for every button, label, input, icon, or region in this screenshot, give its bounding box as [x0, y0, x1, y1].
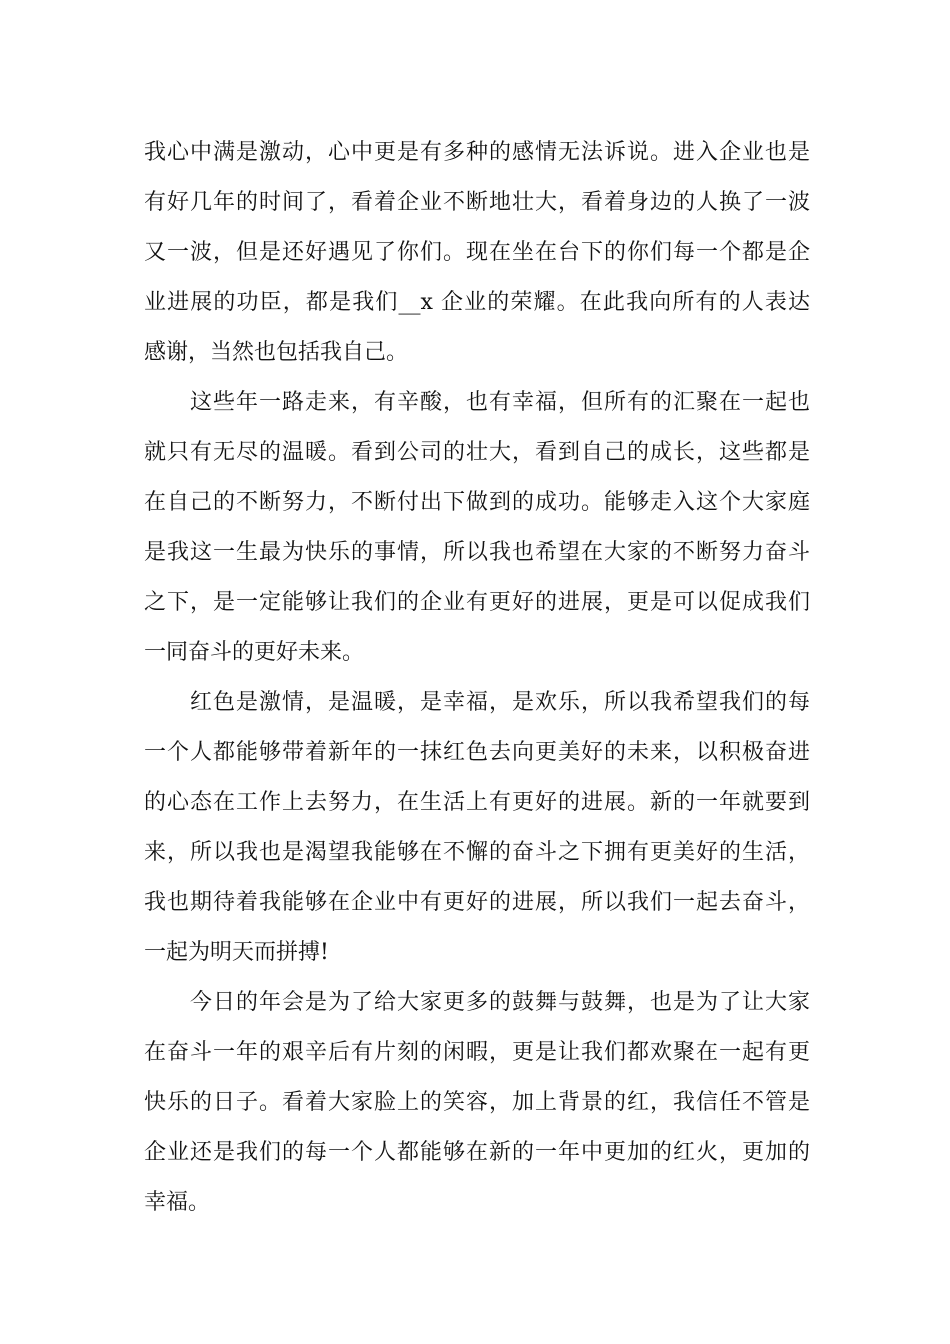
paragraph-line: 我也期待着我能够在企业中有更好的进展，所以我们一起去奋斗， — [144, 890, 810, 915]
paragraph-line: 是我这一生最为快乐的事情，所以我也希望在大家的不断努力奋斗 — [144, 540, 810, 565]
paragraph-line: 的心态在工作上去努力，在生活上有更好的进展。新的一年就要到 — [144, 790, 810, 815]
paragraph-line: 之下，是一定能够让我们的企业有更好的进展，更是可以促成我们 — [144, 590, 810, 615]
paragraph-line: 有好几年的时间了，看着企业不断地壮大，看着身边的人换了一波 — [144, 190, 810, 215]
paragraph-line: 幸福。 — [144, 1190, 211, 1215]
paragraph-3 — [144, 678, 810, 978]
paragraph-1 — [144, 128, 810, 378]
paragraph-line: 这些年一路走来，有辛酸，也有幸福，但所有的汇聚在一起也 — [190, 390, 810, 415]
paragraph-line: 我心中满是激动，心中更是有多种的感情无法诉说。进入企业也是 — [144, 140, 810, 165]
paragraph-line: 业进展的功臣，都是我们__x 企业的荣耀。在此我向所有的人表达 — [144, 290, 810, 315]
paragraph-line: 一同奋斗的更好未来。 — [144, 640, 365, 665]
paragraph-line: 在自己的不断努力，不断付出下做到的成功。能够走入这个大家庭 — [144, 490, 810, 515]
paragraph-line: 一个人都能够带着新年的一抹红色去向更美好的未来，以积极奋进 — [144, 740, 810, 765]
paragraph-line: 今日的年会是为了给大家更多的鼓舞与鼓舞，也是为了让大家 — [190, 990, 810, 1015]
paragraph-4 — [144, 978, 810, 1228]
paragraph-line: 就只有无尽的温暖。看到公司的壮大，看到自己的成长，这些都是 — [144, 440, 810, 465]
paragraph-line: 快乐的日子。看着大家脸上的笑容，加上背景的红，我信任不管是 — [144, 1090, 810, 1115]
paragraph-line: 感谢，当然也包括我自己。 — [144, 340, 409, 365]
paragraph-line: 企业还是我们的每一个人都能够在新的一年中更加的红火，更加的 — [144, 1140, 810, 1165]
paragraph-line: 又一波，但是还好遇见了你们。现在坐在台下的你们每一个都是企 — [144, 240, 810, 265]
paragraph-line: 红色是激情，是温暖，是幸福，是欢乐，所以我希望我们的每 — [190, 690, 810, 715]
document-body — [144, 128, 810, 1228]
paragraph-line: 一起为明天而拼搏! — [144, 940, 329, 965]
paragraph-line: 来，所以我也是渴望我能够在不懈的奋斗之下拥有更美好的生活， — [144, 840, 810, 865]
paragraph-2 — [144, 378, 810, 678]
paragraph-line: 在奋斗一年的艰辛后有片刻的闲暇，更是让我们都欢聚在一起有更 — [144, 1040, 810, 1065]
